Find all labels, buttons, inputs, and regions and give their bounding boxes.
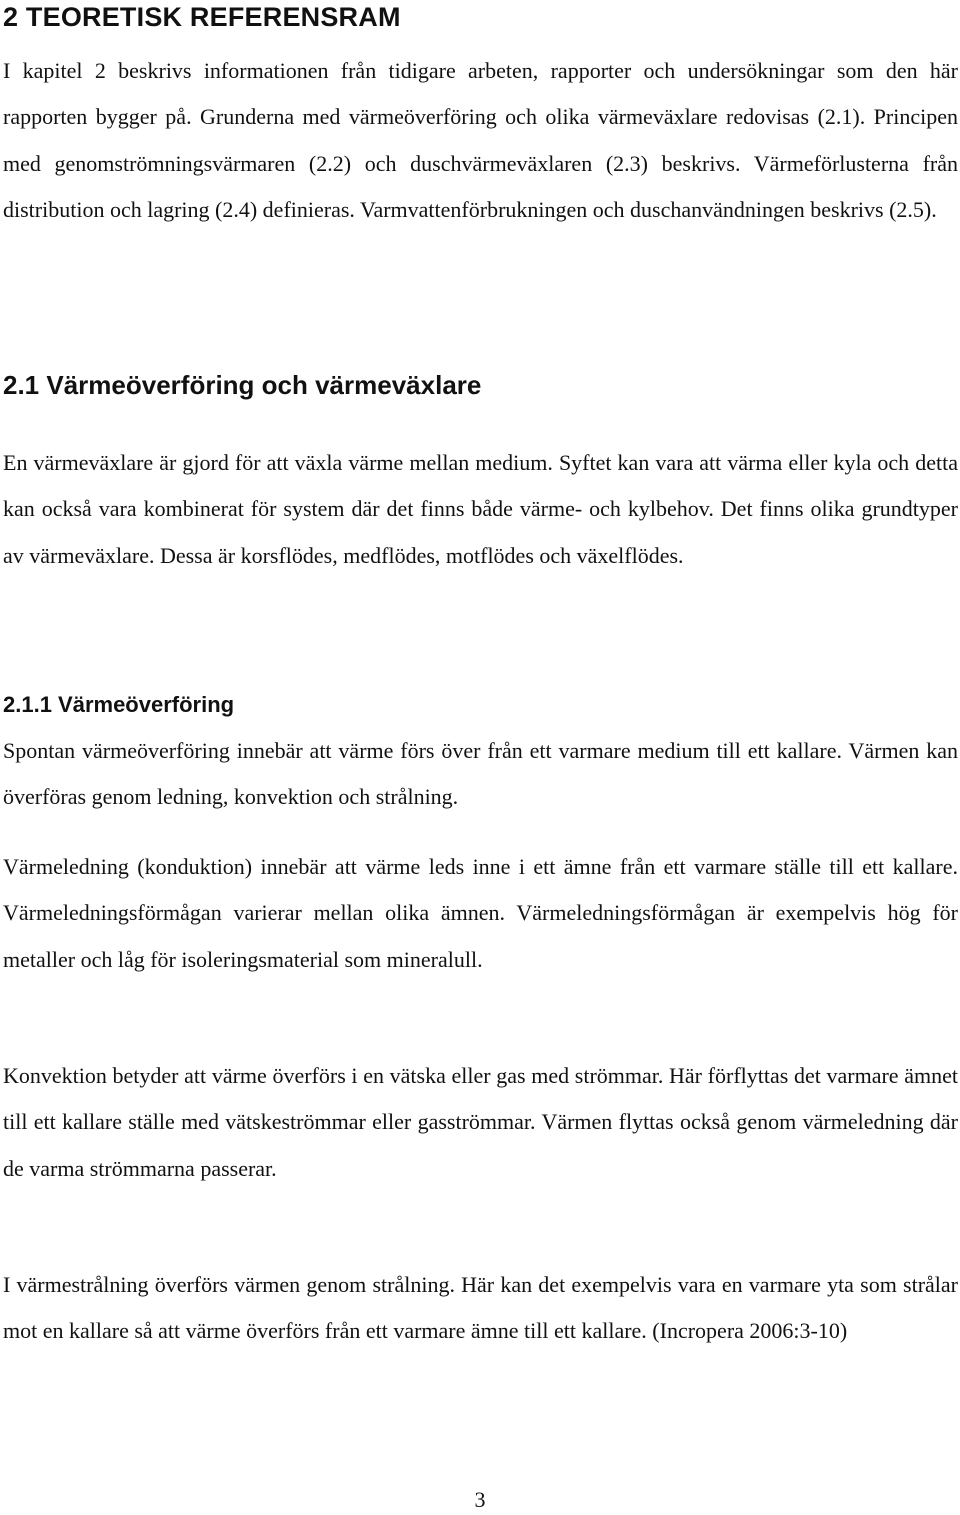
chapter-title: 2 TEORETISK REFERENSRAM xyxy=(3,2,401,32)
radiation-paragraph: I värmestrålning överförs värmen genom strålning. Här kan det exempelvis vara en varmare yta som strålar mot en kallare så att värme överförs från ett varmare ämne till ett kallare. (Incropera 2006:3-10) xyxy=(3,1272,958,1344)
subsection-heading-2-1-1: 2.1.1 Värmeöverföring xyxy=(3,692,235,717)
convection-paragraph: Konvektion betyder att värme överförs i en vätska eller gas med strömmar. Här förflyttas det varmare ämnet till ett kallare ställe med vätskeströmmar eller gasströmmar. Värmen flyttas också genom värmeledning där de varma strömmarna passerar. xyxy=(3,1063,958,1181)
heat-transfer-paragraph: Spontan värmeöverföring innebär att värme förs över från ett varmare medium till ett kallare. Värmen kan överföras genom ledning, konvektion och strålning. xyxy=(3,738,958,810)
page-number: 3 xyxy=(474,1487,486,1512)
conduction-paragraph: Värmeledning (konduktion) innebär att värme leds inne i ett ämne från ett varmare ställe till ett kallare. Värmeledningsförmågan varierar mellan olika ämnen. Värmeledningsförmågan är exempelvis hög för metaller och låg för isoleringsmaterial som mineralull. xyxy=(3,854,958,972)
chapter-intro-paragraph: I kapitel 2 beskrivs informationen från tidigare arbeten, rapporter och undersökningar som den här rapporten bygger på. Grunderna med värmeöverföring och olika värmeväxlare redovisas (2.1). Principen med genomströmningsvärmaren (2.2) och duschvärmeväxlaren (2.3) beskrivs. Värmeförlusterna från distribution och lagring (2.4) definieras. Varmvattenförbrukningen och duschanvändningen beskrivs (2.5). xyxy=(3,58,958,223)
section-heading-2-1: 2.1 Värmeöverföring och värmeväxlare xyxy=(3,370,482,400)
section-2-1-paragraph: En värmeväxlare är gjord för att växla värme mellan medium. Syftet kan vara att värma eller kyla och detta kan också vara kombinerat för system där det finns både värme- och kylbehov. Det finns olika grundtyper av värmeväxlare. Dessa är korsflödes, medflödes, motflödes och växelflödes. xyxy=(3,450,958,568)
document-page xyxy=(3,0,958,1514)
